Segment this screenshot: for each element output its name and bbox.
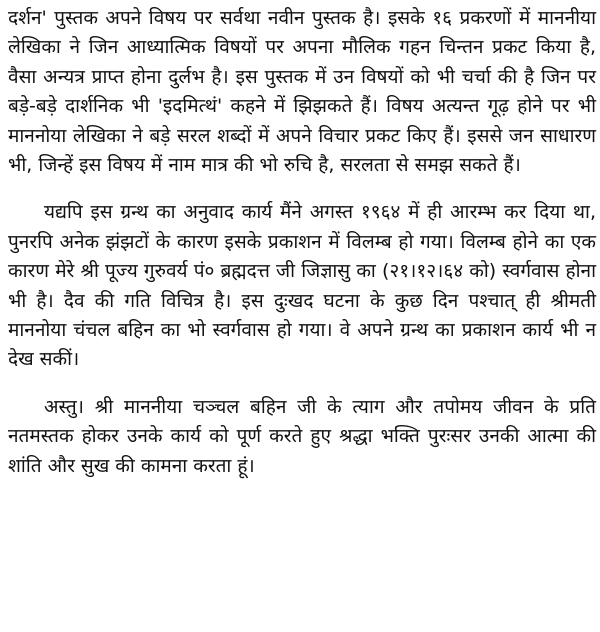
paragraph-tribute: अस्तु। श्री माननीया चञ्चल बहिन जी के त्याग और तपोमय जीवन के प्रति नतमस्तक होकर उनके कार्य को पूर्ण करते हुए श्रद्धा भक्ति पुरःसर उनकी आत्मा की शांति और सुख की कामना करता हूं। (8, 395, 596, 477)
paragraph-translation-delay: यद्यपि इस ग्रन्थ का अनुवाद कार्य मैंने अगस्त १९६४ में ही आरम्भ कर दिया था, पुनरपि अनेक झंझटों के कारण इसके प्रकाशन में विलम्ब हो गया। विलम्ब होने का एक कारण मेरे श्री पूज्य गुरुवर्य पं० ब्रह्मदत्त जी जिज्ञासु का (२१।१२।६४ को) स्वर्गवास होना भी है। दैव की गति विचित्र है। इस दुःखद घटना के कुछ दिन पश्चात् ही श्रीमती माननोया चंचल बहिन का भो स्वर्गवास हो गया। वे अपने ग्रन्थ का प्रकाशन कार्य भी न देख सकीं। (8, 201, 596, 371)
paragraph-book-description: दर्शन' पुस्तक अपने विषय पर सर्वथा नवीन पुस्तक है। इसके १६ प्रकरणों में माननीया लेखिका ने जिन आध्यात्मिक विषयों पर अपना मौलिक गहन चिन्तन प्रकट किया है, वैसा अन्यत्र प्राप्त होना दुर्लभ है। इस पुस्तक में उन विषयों को भी चर्चा की है जिन पर बड़े-बड़े दार्शनिक भी 'इदमित्थं' कहने में झिझकते हैं। विषय अत्यन्त गूढ़ होने पर भी माननोया लेखिका ने बड़े सरल शब्दों में अपने विचार प्रकट किए हैं। इससे जन साधारण भी, जिन्हें इस विषय में नाम मात्र की भो रुचि है, सरलता से समझ सकते हैं। (8, 7, 596, 177)
